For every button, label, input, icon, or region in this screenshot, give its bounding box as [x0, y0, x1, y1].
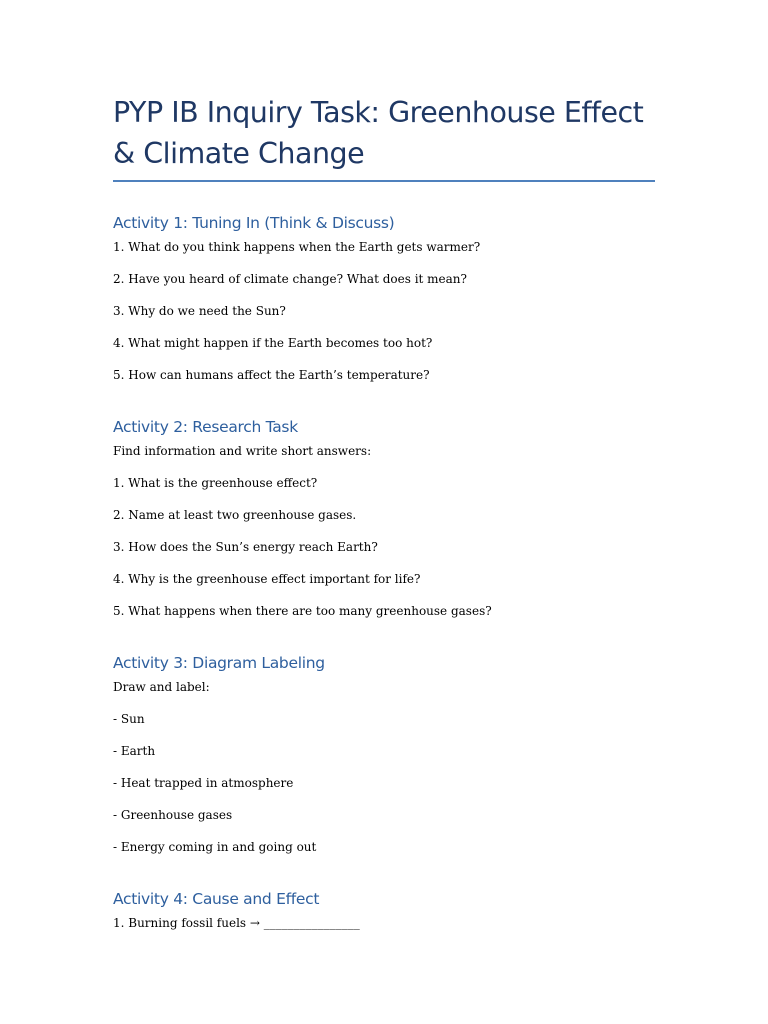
activity-1-question-5: 5. How can humans affect the Earth’s temperature?	[113, 368, 430, 382]
activity-3-label-item: - Sun	[113, 712, 145, 726]
activity-2-question-5: 5. What happens when there are too many greenhouse gases?	[113, 604, 492, 618]
activity-4-item-1: 1. Burning fossil fuels → ________________	[113, 916, 360, 930]
title-underline	[113, 180, 655, 182]
activity-1-question-3: 3. Why do we need the Sun?	[113, 304, 286, 318]
section-heading-activity-4: Activity 4: Cause and Effect	[113, 890, 320, 908]
activity-2-question-3: 3. How does the Sun’s energy reach Earth?	[113, 540, 378, 554]
section-heading-activity-1: Activity 1: Tuning In (Think & Discuss)	[113, 214, 395, 232]
activity-2-question-2: 2. Name at least two greenhouse gases.	[113, 508, 357, 522]
activity-2-instructions: Find information and write short answers:	[113, 444, 372, 458]
activity-3-label-item: - Greenhouse gases	[113, 808, 233, 822]
activity-3-label-item: - Heat trapped in atmosphere	[113, 776, 294, 790]
section-heading-activity-2: Activity 2: Research Task	[113, 418, 298, 436]
activity-3-instructions: Draw and label:	[113, 680, 210, 694]
activity-1-question-2: 2. Have you heard of climate change? What does it mean?	[113, 272, 467, 286]
activity-2-question-1: 1. What is the greenhouse effect?	[113, 476, 318, 490]
activity-2-question-4: 4. Why is the greenhouse effect important for life?	[113, 572, 421, 586]
activity-3-label-item: - Earth	[113, 744, 156, 758]
section-heading-activity-3: Activity 3: Diagram Labeling	[113, 654, 325, 672]
page-title: PYP IB Inquiry Task: Greenhouse Effect & Climate Change	[113, 96, 644, 170]
activity-1-question-1: 1. What do you think happens when the Earth gets warmer?	[113, 240, 481, 254]
activity-3-label-item: - Energy coming in and going out	[113, 840, 317, 854]
activity-1-question-4: 4. What might happen if the Earth becomes too hot?	[113, 336, 433, 350]
